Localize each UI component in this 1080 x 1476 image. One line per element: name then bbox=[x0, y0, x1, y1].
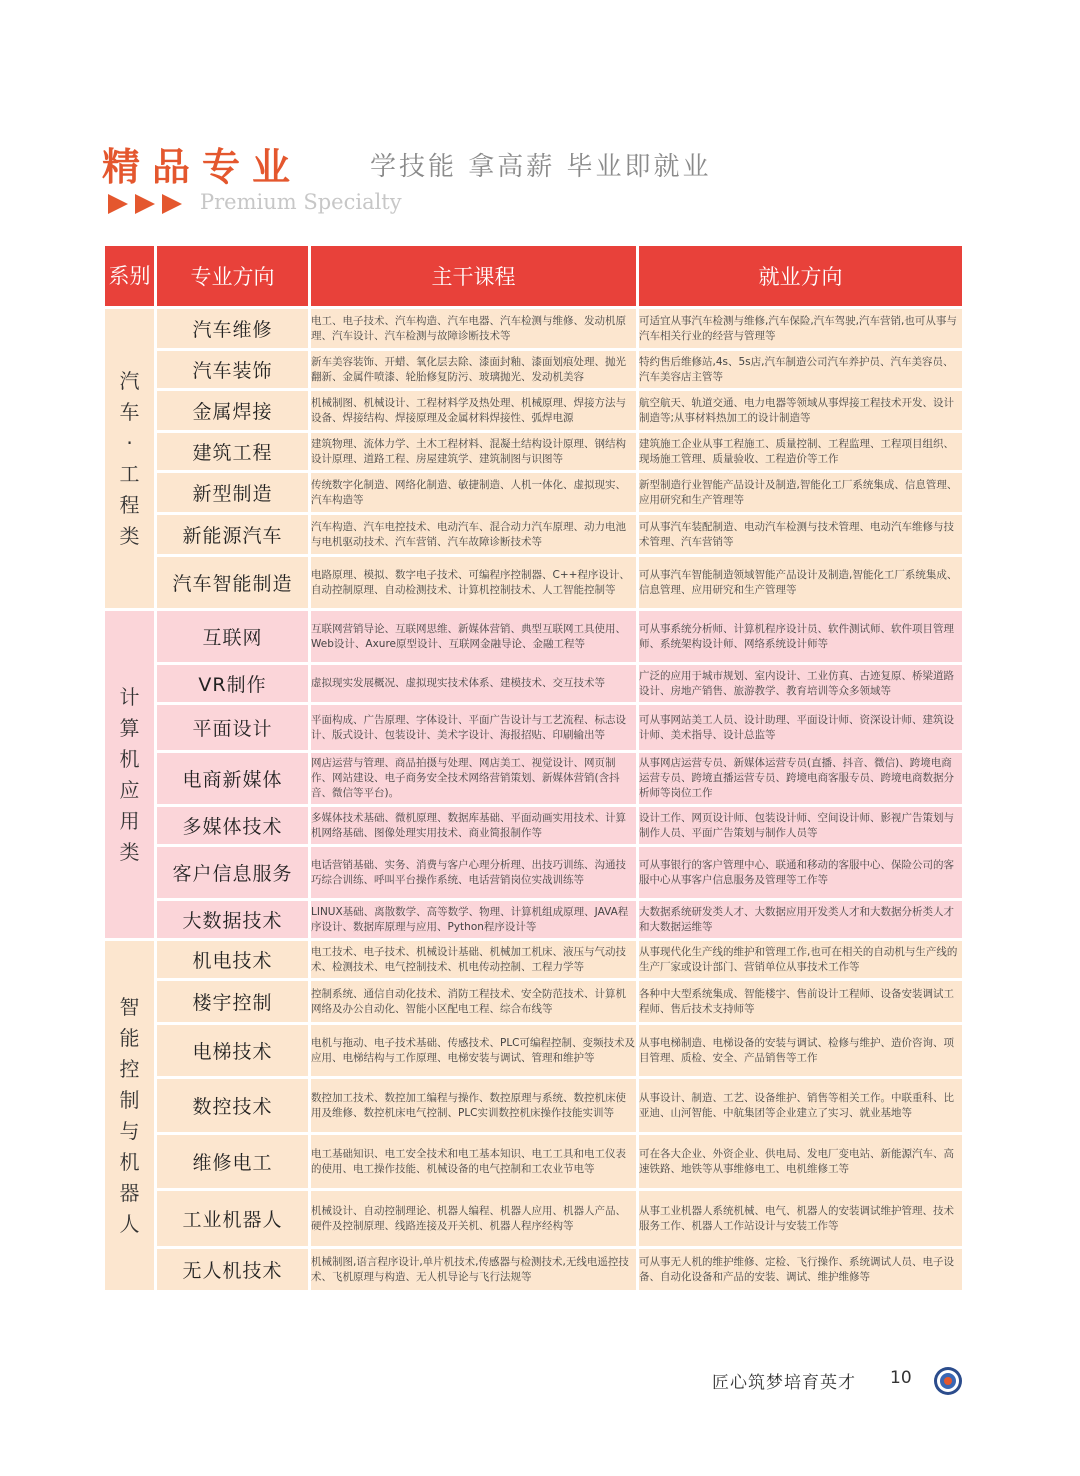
courses-cell: 控制系统、通信自动化技术、消防工程技术、安全防范技术、计算机网络及办公自动化、智能小区配电工程、综合布线等 bbox=[310, 980, 638, 1024]
jobs-cell: 可从事汽车智能制造领域智能产品设计及制造,智能化工厂系统集成、信息管理、应用研究和生产管理等 bbox=[638, 556, 964, 610]
table-row bbox=[104, 1248, 964, 1292]
jobs-cell: 可从事银行的客户管理中心、联通和移动的客服中心、保险公司的客服中心从事客户信息服务及管理等工作等 bbox=[638, 846, 964, 900]
header-courses: 主干课程 bbox=[310, 245, 638, 308]
major-cell: 汽车装饰 bbox=[156, 350, 310, 390]
jobs-cell: 可适宜从事汽车检测与维修,汽车保险,汽车驾驶,汽车营销,也可从事与汽车相关行业的经营与管理等 bbox=[638, 308, 964, 350]
courses-cell: LINUX基础、离散数学、高等数学、物理、计算机组成原理、JAVA程序设计、数据库原理与应用、Python程序设计等 bbox=[310, 900, 638, 940]
jobs-cell: 从事网店运营专员、新媒体运营专员(直播、抖音、微信)、跨境电商运营专员、跨境直播运营专员、跨境电商客服专员、跨境电商数据分析师等岗位工作 bbox=[638, 752, 964, 806]
category-cell bbox=[104, 610, 156, 940]
jobs-cell: 从事现代化生产线的维护和管理工作,也可在相关的自动机与生产线的生产厂家或设计部门、营销单位从事技术工作等 bbox=[638, 940, 964, 980]
category-label: 汽车·工程类 bbox=[119, 368, 140, 548]
major-cell: 大数据技术 bbox=[156, 900, 310, 940]
jobs-cell: 可从事网站美工人员、设计助理、平面设计师、资深设计师、建筑设计师、美术指导、设计总监等 bbox=[638, 704, 964, 752]
jobs-cell: 大数据系统研发类人才、大数据应用开发类人才和大数据分析类人才和大数据运维等 bbox=[638, 900, 964, 940]
jobs-cell: 可在各大企业、外资企业、供电局、发电厂变电站、新能源汽车、高速铁路、地铁等从事维修电工、电机维修工等 bbox=[638, 1134, 964, 1190]
courses-cell: 电工基础知识、电工安全技术和电工基本知识、电工工具和电工仪表的使用、电工操作技能、机械设备的电气控制和工农业节电等 bbox=[310, 1134, 638, 1190]
page-number: 10 bbox=[890, 1368, 912, 1388]
major-cell: 新能源汽车 bbox=[156, 514, 310, 556]
table-row bbox=[104, 1134, 964, 1190]
jobs-cell: 可从事无人机的维护维修、定检、飞行操作、系统调试人员、电子设备、自动化设备和产品的安装、调试、维护维修等 bbox=[638, 1248, 964, 1292]
table-row bbox=[104, 1024, 964, 1078]
courses-cell: 电工技术、电子技术、机械设计基础、机械加工机床、液压与气动技术、检测技术、电气控制技术、机电传动控制、工程力学等 bbox=[310, 940, 638, 980]
section-title: 精品专业 bbox=[102, 145, 303, 189]
courses-cell: 建筑物理、流体力学、土木工程材料、混凝土结构设计原理、钢结构设计原理、道路工程、房屋建筑学、建筑制图与识图等 bbox=[310, 432, 638, 472]
courses-cell: 机械设计、自动控制理论、机器人编程、机器人应用、机器人产品、硬件及控制原理、线路连接及开关机、机器人程序经构等 bbox=[310, 1190, 638, 1248]
table-header-row bbox=[104, 245, 964, 308]
table-row bbox=[104, 514, 964, 556]
table-row bbox=[104, 806, 964, 846]
major-cell: 工业机器人 bbox=[156, 1190, 310, 1248]
table-row bbox=[104, 390, 964, 432]
jobs-cell: 可从事汽车装配制造、电动汽车检测与技术管理、电动汽车维修与技术管理、汽车营销等 bbox=[638, 514, 964, 556]
table-row bbox=[104, 1078, 964, 1134]
courses-cell: 传统数字化制造、网络化制造、敏捷制造、人机一体化、虚拟现实、汽车构造等 bbox=[310, 472, 638, 514]
major-cell: 互联网 bbox=[156, 610, 310, 664]
school-seal-icon bbox=[933, 1366, 963, 1396]
table-row bbox=[104, 610, 964, 664]
major-cell: 金属焊接 bbox=[156, 390, 310, 432]
section-subtitle-en: Premium Specialty bbox=[200, 190, 402, 214]
table-row bbox=[104, 472, 964, 514]
major-cell: VR制作 bbox=[156, 664, 310, 704]
courses-cell: 机械制图、机械设计、工程材料学及热处理、机械原理、焊接方法与设备、焊接结构、焊接原理及金属材料焊接性、弧焊电源 bbox=[310, 390, 638, 432]
header-major: 专业方向 bbox=[156, 245, 310, 308]
jobs-cell: 航空航天、轨道交通、电力电器等领域从事焊接工程技术开发、设计制造等;从事材料热加工的设计制造等 bbox=[638, 390, 964, 432]
jobs-cell: 从事电梯制造、电梯设备的安装与调试、检修与维护、造价咨询、项目管理、质检、安全、产品销售等工作 bbox=[638, 1024, 964, 1078]
major-cell: 机电技术 bbox=[156, 940, 310, 980]
table-row bbox=[104, 664, 964, 704]
major-cell: 多媒体技术 bbox=[156, 806, 310, 846]
table-row bbox=[104, 846, 964, 900]
major-cell: 电梯技术 bbox=[156, 1024, 310, 1078]
courses-cell: 新车美容装饰、开蜡、氧化层去除、漆面封釉、漆面划痕处理、抛光翻新、金属件喷漆、轮胎修复防污、玻璃抛光、发动机美容 bbox=[310, 350, 638, 390]
table-row bbox=[104, 1190, 964, 1248]
jobs-cell: 设计工作、网页设计师、包装设计师、空间设计师、影视广告策划与制作人员、平面广告策划与制作人员等 bbox=[638, 806, 964, 846]
courses-cell: 电话营销基础、实务、消费与客户心理分析理、出技巧训练、沟通技巧综合训练、呼叫平台操作系统、电话营销岗位实战训练等 bbox=[310, 846, 638, 900]
triple-arrow-icon bbox=[108, 192, 188, 216]
major-cell: 建筑工程 bbox=[156, 432, 310, 472]
jobs-cell: 各种中大型系统集成、智能楼宇、售前设计工程师、设备安装调试工程师、售后技术支持师等 bbox=[638, 980, 964, 1024]
table-row bbox=[104, 556, 964, 610]
major-cell: 汽车维修 bbox=[156, 308, 310, 350]
courses-cell: 汽车构造、汽车电控技术、电动汽车、混合动力汽车原理、动力电池与电机驱动技术、汽车营销、汽车故障诊断技术等 bbox=[310, 514, 638, 556]
header-category-label: 系别 bbox=[108, 264, 151, 288]
major-cell: 无人机技术 bbox=[156, 1248, 310, 1292]
major-cell: 楼宇控制 bbox=[156, 980, 310, 1024]
courses-cell: 电路原理、模拟、数字电子技术、可编程序控制器、C++程序设计、自动控制原理、自动检测技术、计算机控制技术、人工智能控制等 bbox=[310, 556, 638, 610]
major-cell: 电商新媒体 bbox=[156, 752, 310, 806]
courses-cell: 网店运营与管理、商品拍摄与处理、网店美工、视觉设计、网页制作、网站建设、电子商务安全技术网络营销策划、新媒体营销(含抖音、微信等平台)。 bbox=[310, 752, 638, 806]
jobs-cell: 从事工业机器人系统机械、电气、机器人的安装调试维护管理、技术服务工作、机器人工作站设计与安装工作等 bbox=[638, 1190, 964, 1248]
footer-slogan: 匠心筑梦培育英才 bbox=[712, 1373, 856, 1393]
table-row bbox=[104, 350, 964, 390]
courses-cell: 多媒体技术基础、微机原理、数据库基础、平面动画实用技术、计算机网络基础、图像处理实用技术、商业简报制作等 bbox=[310, 806, 638, 846]
major-cell: 维修电工 bbox=[156, 1134, 310, 1190]
category-cell bbox=[104, 308, 156, 610]
courses-cell: 虚拟现实发展概况、虚拟现实技术体系、建模技术、交互技术等 bbox=[310, 664, 638, 704]
courses-cell: 数控加工技术、数控加工编程与操作、数控原理与系统、数控机床使用及维修、数控机床电气控制、PLC实训数控机床操作技能实训等 bbox=[310, 1078, 638, 1134]
table-row bbox=[104, 308, 964, 350]
page-header bbox=[102, 136, 982, 222]
courses-cell: 电工、电子技术、汽车构造、汽车电器、汽车检测与维修、发动机原理、汽车设计、汽车检测与故障诊断技术等 bbox=[310, 308, 638, 350]
table-row bbox=[104, 980, 964, 1024]
header-jobs: 就业方向 bbox=[638, 245, 964, 308]
courses-cell: 互联网营销导论、互联网思维、新媒体营销、典型互联网工具使用、Web设计、Axure原型设计、互联网金融导论、金融工程等 bbox=[310, 610, 638, 664]
table-row bbox=[104, 432, 964, 472]
courses-cell: 电机与拖动、电子技术基础、传感技术、PLC可编程控制、变频技术及应用、电梯结构与工作原理、电梯安装与调试、管理和维护等 bbox=[310, 1024, 638, 1078]
table-row bbox=[104, 940, 964, 980]
major-cell: 数控技术 bbox=[156, 1078, 310, 1134]
major-cell: 新型制造 bbox=[156, 472, 310, 514]
category-cell bbox=[104, 940, 156, 1292]
major-cell: 客户信息服务 bbox=[156, 846, 310, 900]
majors-table bbox=[102, 243, 965, 1293]
courses-cell: 平面构成、广告原理、字体设计、平面广告设计与工艺流程、标志设计、版式设计、包装设计、美术字设计、海报招贴、印刷输出等 bbox=[310, 704, 638, 752]
major-cell: 平面设计 bbox=[156, 704, 310, 752]
jobs-cell: 从事设计、制造、工艺、设备维护、销售等相关工作。中联重科、比亚迪、山河智能、中航集团等企业建立了实习、就业基地等 bbox=[638, 1078, 964, 1134]
jobs-cell: 建筑施工企业从事工程施工、质量控制、工程监理、工程项目组织、现场施工管理、质量验收、工程造价等工作 bbox=[638, 432, 964, 472]
major-cell: 汽车智能制造 bbox=[156, 556, 310, 610]
section-slogan: 学技能 拿高薪 毕业即就业 bbox=[370, 152, 712, 182]
jobs-cell: 广泛的应用于城市规划、室内设计、工业仿真、古迹复原、桥梁道路设计、房地产销售、旅游教学、教育培训等众多领域等 bbox=[638, 664, 964, 704]
header-category bbox=[104, 245, 156, 308]
jobs-cell: 新型制造行业智能产品设计及制造,智能化工厂系统集成、信息管理、应用研究和生产管理等 bbox=[638, 472, 964, 514]
category-label: 计算机应用类 bbox=[119, 684, 140, 864]
table-row bbox=[104, 900, 964, 940]
table-row bbox=[104, 752, 964, 806]
courses-cell: 机械制图,语言程序设计,单片机技术,传感器与检测技术,无线电遥控技术、飞机原理与构造、无人机导论与飞行法规等 bbox=[310, 1248, 638, 1292]
jobs-cell: 特约售后维修站,4s、5s店,汽车制造公司汽车养护员、汽车美容员、汽车美容店主管等 bbox=[638, 350, 964, 390]
jobs-cell: 可从事系统分析师、计算机程序设计员、软件测试师、软件项目管理师、系统架构设计师、网络系统设计师等 bbox=[638, 610, 964, 664]
table-row bbox=[104, 704, 964, 752]
category-label: 智能控制与机器人 bbox=[119, 994, 140, 1236]
